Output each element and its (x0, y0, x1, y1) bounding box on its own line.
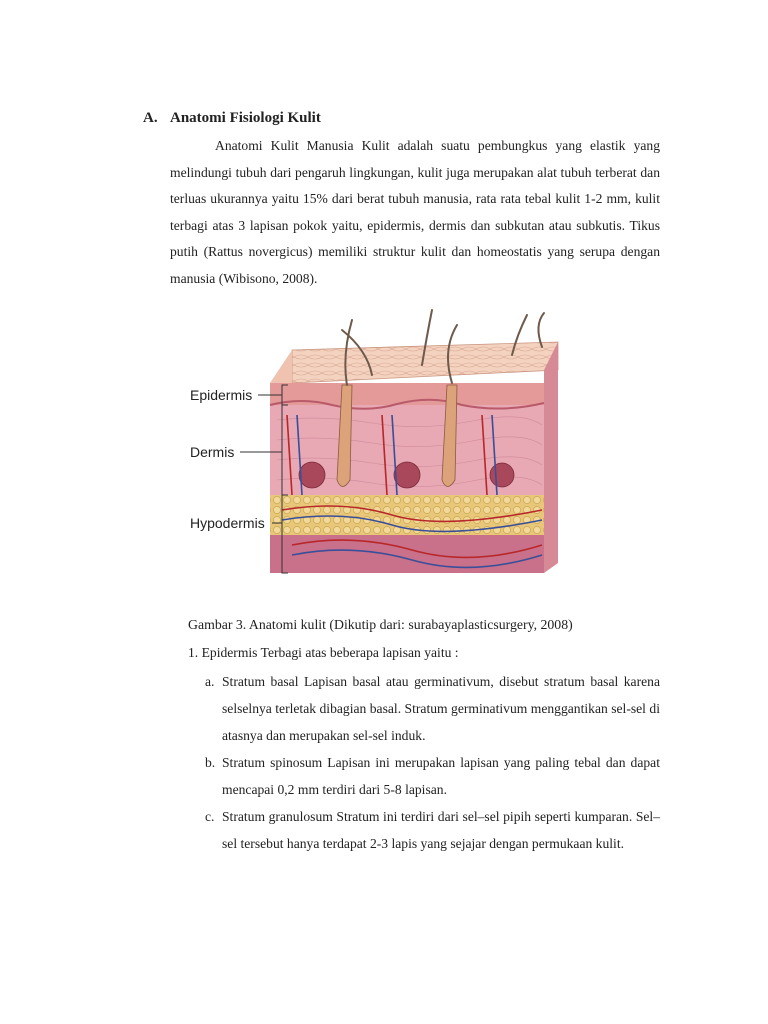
list-marker: a. (205, 674, 215, 689)
list-item (205, 803, 660, 857)
intro-paragraph: Anatomi Kulit Manusia Kulit adalah suatu pembungkus yang elastik yang melindungi tubuh dari pengaruh lingkungan, kulit juga merupakan alat tubuh terberat dan terluas ukurannya yaitu 15% dari berat tubuh manusia, rata rata tebal kulit 1-2 mm, kulit terbagi atas 3 lapisan pokok yaitu, epidermis, dermis dan subkutan atau subkutis. Tikus putih (Rattus novergicus) memiliki struktur kulit dan homeostatis yang serupa dengan manusia (Wibisono, 2008). (170, 138, 660, 286)
figure-caption: Gambar 3. Anatomi kulit (Dikutip dari: surabayaplasticsurgery, 2008) (188, 617, 573, 632)
dermis-label: Dermis (190, 444, 235, 460)
list-item (205, 749, 660, 803)
hypodermis-label: Hypodermis (190, 515, 265, 531)
list-item (205, 668, 660, 749)
list-marker: c. (205, 809, 215, 824)
list-item-1: 1. Epidermis Terbagi atas beberapa lapisan yaitu : (188, 645, 459, 660)
list-item-text: Stratum basal Lapisan basal atau germinativum, disebut stratum basal karena selselnya terletak dibagian basal. Stratum germinativum menggantikan sel-sel di atasnya dan merupakan sel-sel induk. (222, 674, 660, 743)
section-heading (143, 110, 321, 127)
epidermis-label: Epidermis (190, 387, 253, 403)
list-item-text: Stratum granulosum Stratum ini terdiri dari sel–sel pipih seperti kumparan. Sel–sel tersebut hanya terdapat 2-3 lapis yang sejajar dengan permukaan kulit. (222, 809, 660, 851)
sub-list (205, 668, 660, 857)
section-letter: A. (143, 110, 158, 126)
section-title: Anatomi Fisiologi Kulit (170, 110, 321, 126)
label-leader-lines (182, 305, 302, 580)
skin-anatomy-figure (182, 305, 582, 580)
list-marker: b. (205, 755, 216, 770)
list-item-text: Stratum spinosum Lapisan ini merupakan lapisan yang paling tebal dan dapat mencapai 0,2 mm terdiri dari 5-8 lapisan. (222, 755, 660, 797)
